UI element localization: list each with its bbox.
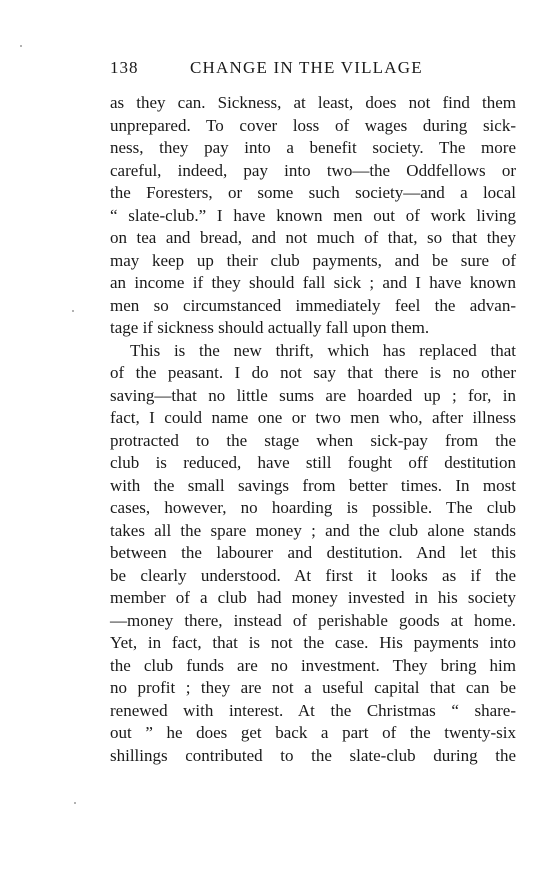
text-line: fact, I could name one or two men who, after illness xyxy=(110,408,516,427)
text-line: the club funds are no investment. They bring him xyxy=(110,655,516,675)
text-line: ness, they pay into a benefit society. The more xyxy=(110,138,516,157)
paragraph-end-line: tage if sickness should actually fall upon them. xyxy=(110,318,430,337)
text-line: careful, indeed, pay into two—the Oddfellows or xyxy=(110,160,516,180)
text-line: with the small savings from better times. In most xyxy=(110,475,516,495)
text-line: of the peasant. I do not say that there is no other xyxy=(110,363,516,382)
running-title: CHANGE IN THE VILLAGE xyxy=(190,58,423,77)
text-line: unprepared. To cover loss of wages during sick- xyxy=(110,115,516,135)
text-line: on tea and bread, and not much of that, so that they xyxy=(110,228,516,247)
text-line: protracted to the stage when sick-pay from the xyxy=(110,430,516,450)
paragraph-start-line: This is the new thrift, which has replaced that xyxy=(130,340,516,360)
text-line: the Foresters, or some such society—and a local xyxy=(110,183,516,202)
text-line: Yet, in fact, that is not the case. His payments into xyxy=(110,633,516,652)
scan-speck xyxy=(72,310,74,312)
text-line: out ” he does get back a part of the twenty-six xyxy=(110,723,516,742)
text-line: “ slate-club.” I have known men out of work living xyxy=(110,205,516,225)
body-text xyxy=(110,92,516,767)
text-line: men so circumstanced immediately feel the advan- xyxy=(110,295,516,315)
text-line: no profit ; they are not a useful capital that can be xyxy=(110,678,516,697)
text-line: renewed with interest. At the Christmas “ share- xyxy=(110,700,516,720)
text-line: —money there, instead of perishable goods at home. xyxy=(110,610,516,630)
text-line: saving—that no little sums are hoarded up ; for, in xyxy=(110,385,516,405)
text-line: may keep up their club payments, and be sure of xyxy=(110,250,516,270)
scan-speck xyxy=(20,45,22,47)
text-line: member of a club had money invested in his society xyxy=(110,588,516,607)
text-line: cases, however, no hoarding is possible. The club xyxy=(110,498,516,517)
running-head xyxy=(110,58,516,82)
text-line: takes all the spare money ; and the club alone stands xyxy=(110,520,516,540)
text-line: as they can. Sickness, at least, does not find them xyxy=(110,93,516,112)
page-number: 138 xyxy=(110,58,139,77)
scan-speck xyxy=(74,802,76,804)
text-line: be clearly understood. At first it looks as if the xyxy=(110,565,516,585)
text-line: shillings contributed to the slate-club during the xyxy=(110,745,516,765)
text-line: club is reduced, have still fought off destitution xyxy=(110,453,516,472)
text-line: an income if they should fall sick ; and I have known xyxy=(110,273,516,292)
text-line: between the labourer and destitution. And let this xyxy=(110,543,516,562)
